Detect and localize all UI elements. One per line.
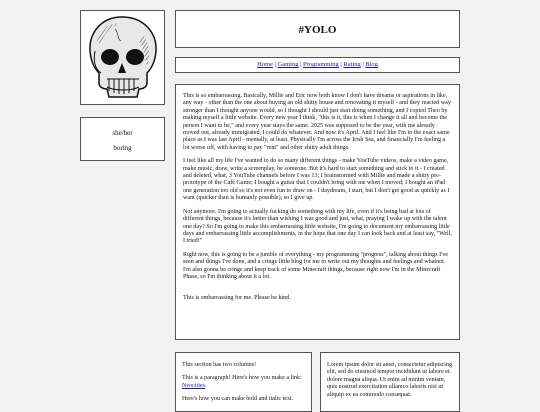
link-example-prefix: This is a paragraph! Here's how you make a link: [182,375,302,382]
nav-separator: | [274,61,276,68]
right-column [320,352,460,412]
nav-link-rating[interactable]: Rating [343,61,361,68]
link-example-text [182,375,305,390]
intro-paragraph: Not anymore. I'm going to actually fucking do something with my life, even if it's being bad at lots of different things, because it's better than wishing I was good and just, what, praying I wake up with the talent one day? So I'm going to make this embarrassing little website, I'm going to document my embarrassing little days and embarrassing little accomplishments, in the hope that one day I can look back and at least say, "Well, I tried!" [183,208,452,245]
header-panel [175,10,460,48]
nav-separator: | [340,61,342,68]
column-heading-text: This section has two columns! [182,362,257,368]
profile-info-panel [80,117,165,161]
nav-separator: | [362,61,364,68]
nav-link-programming[interactable]: Programming [303,61,339,68]
nav-link-gaming[interactable]: Gaming [277,61,299,68]
neocities-link[interactable]: Neocities [182,382,206,389]
pronouns-text: she/her [112,129,133,137]
closing-line: This is embarrassing for me. Please be kind. [183,295,291,302]
nav-link-home[interactable]: Home [257,61,273,68]
nav-bar [175,57,460,73]
intro-post [175,84,460,340]
nav-link-blog[interactable]: Blog [365,61,378,68]
link-example-suffix: . [205,382,207,389]
lorem-ipsum-text: Lorem ipsum dolor sit amet, consectetur adipiscing elit, sed do eiusmod tempor incididunt ut labore et dolore magna aliqua. Ut enim ad minim veniam, quis nostrud exercitation ullamco laboris nisi ut aliquip ex ea commodo consequat. [327,362,453,398]
formatting-example-text: Here's how you can make bold and italic text. [182,396,294,403]
intro-paragraph: This is so embarrassing. Basically, Millie and Eric now both know I don't have dreams or aspirations in like, any way - other than the one about buying an old shitty house and renovating it myself - and they reacted way stronger than I thought anyone would, so I thought I should just start doing something, and I copied Theo by making myself a little website. Every new year I think, "this is it, this is when I change it all and become the person I want to be," and every year stays the same. 2025 was supposed to be the year, with me already moved out, already immigrated, I could do whatever. And now it's April. And I feel like I'm in the exact same place as I was last April - mentally, at least. Physically I'm across the Irish Sea, and financially I'm feeling a lot worse off, with having to pay "rent" and other shitty adult things. [183,93,451,151]
page-title: #YOLO [298,24,337,36]
skull-illustration-panel [80,10,165,105]
intro-paragraph: Right now, this is going to be a jumble of everything - my programming "progress", talking about things I've seen and things I've done, and a cringe little blog for me to write out my thoughts and feelings and whatnot. I'm also gonna be cringe and keep track of some Minecraft things, because right now I'm in the Minecraft Phase, so I'm thinking about it a lot. [183,251,448,280]
left-column [175,352,312,412]
intro-paragraph: I feel like all my life I've wanted to do so many different things - make YouTube videos, make a video game, make music, draw, write a screenplay, be someone. But it's hard to start something and stick to it - I created and deleted, what, 3 YouTube channels before I was 13; I brainstormed with Millie and made a shitty pre-prototype of the Café Game; I bought a guitar that I couldn't bring with me when I moved; I bought an iPad one generation too old so it's not even fun to draw on - I daydream, I start, but I don't get good as quickly as I want (quicker than is humanly possible), so I give up. [183,158,450,202]
nav-separator: | [300,61,302,68]
mood-text: boring [113,144,132,152]
skull-icon [81,11,164,104]
